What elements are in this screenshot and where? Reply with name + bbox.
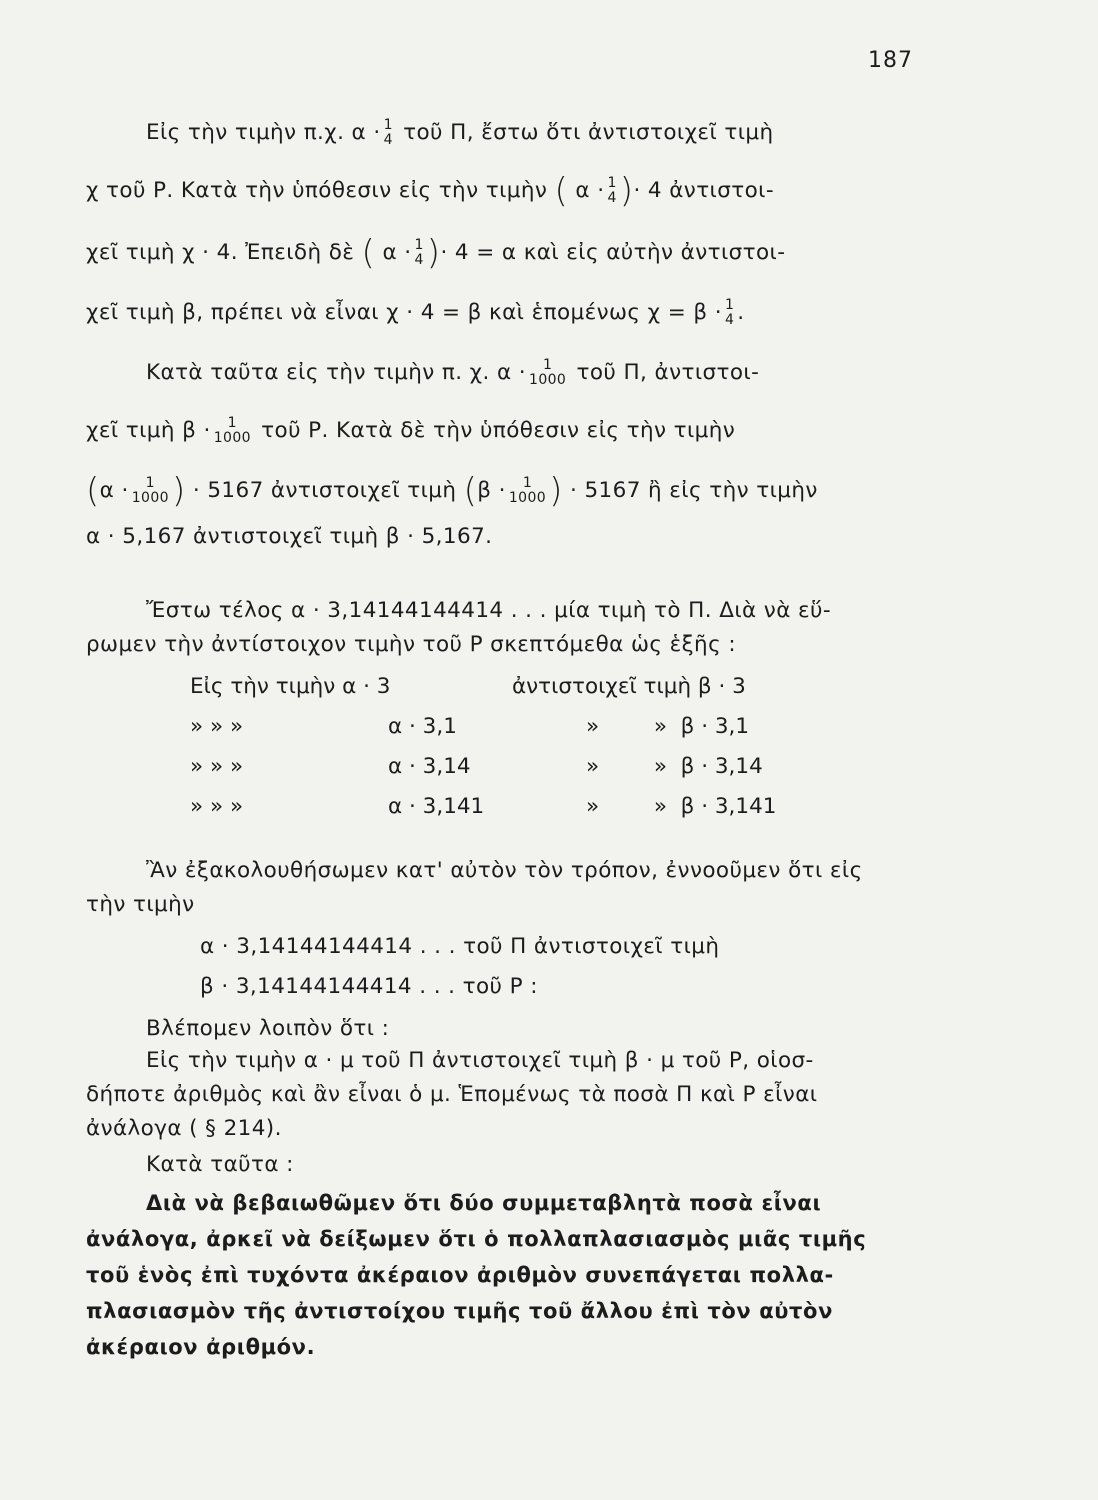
table-cell: Εἰς τὴν τιμὴν α · 3 xyxy=(190,674,391,699)
table-cell: » » β · 3,1 xyxy=(586,714,750,739)
fraction: 1 1000 xyxy=(529,357,567,388)
text-line: δήποτε ἀριθμὸς καὶ ἂν εἶναι ὁ μ. Ἑπομένως τὰ ποσὰ Π καὶ Ρ εἶναι xyxy=(86,1082,818,1107)
theorem-line: πλασιασμὸν τῆς ἀντιστοίχου τιμῆς τοῦ ἄλλου ἐπὶ τὸν αὐτὸν xyxy=(86,1299,833,1323)
text-segment: τοῦ Ρ. Κατὰ δὲ τὴν ὑπόθεσιν εἰς τὴν τιμὴν xyxy=(261,418,736,443)
text-segment: β · xyxy=(477,478,506,503)
text-line xyxy=(146,118,773,148)
text-segment: · 4 ἀντιστοι- xyxy=(633,178,774,203)
table-cell: » » » xyxy=(190,754,244,779)
table-cell: » » » xyxy=(190,794,244,819)
fraction: 1 1000 xyxy=(508,475,547,506)
text-line: β · 3,14144144414 . . . τοῦ Ρ : xyxy=(200,974,538,999)
text-segment: · 5167 ἢ εἰς τὴν τιμὴν xyxy=(570,478,818,503)
fraction: 1 4 xyxy=(607,175,617,206)
table-row xyxy=(190,672,390,702)
table-cell: α · 3,1 xyxy=(388,714,457,739)
table-cell: ἀντιστοιχεῖ τιμὴ β · 3 xyxy=(512,674,746,699)
text-line: τὴν τιμὴν xyxy=(86,892,195,917)
text-segment: χεῖ τιμὴ β · xyxy=(86,418,211,443)
text-segment: · 4 = α καὶ εἰς αὐτὴν ἀντιστοι- xyxy=(440,240,786,265)
text-line: χεῖ τιμὴ χ · 4. Ἐπειδὴ δὲ ( α · 1 4 )· 4 = α καὶ εἰς αὐτὴν ἀντιστοι- xyxy=(86,233,786,273)
table-cell: » » β · 3,14 xyxy=(586,754,763,779)
text-segment: Κατὰ ταῦτα εἰς τὴν τιμὴν π. χ. α · xyxy=(146,360,527,385)
text-line: Βλέπομεν λοιπὸν ὅτι : xyxy=(146,1016,390,1041)
text-segment: Εἰς τὴν τιμὴν π.χ. α · xyxy=(146,120,381,145)
text-segment: τοῦ Π, ἀντιστοι- xyxy=(576,360,760,385)
text-line: χ τοῦ Ρ. Κατὰ τὴν ὑπόθεσιν εἰς τὴν τιμὴν ( α · 1 4 )· 4 ἀντιστοι- xyxy=(86,171,774,211)
text-line: Ἔστω τέλος α · 3,14144144414 . . . μία τιμὴ τὸ Π. Διὰ νὰ εὕ- xyxy=(146,598,832,623)
theorem-line: ἀκέραιον ἀριθμόν. xyxy=(86,1335,316,1359)
fraction: 1 1000 xyxy=(213,415,251,446)
theorem-line: Διὰ νὰ βεβαιωθῶμεν ὅτι δύο συμμεταβλητὰ ποσὰ εἶναι xyxy=(146,1191,822,1215)
fraction: 1 4 xyxy=(383,117,393,148)
text-line: ἀνάλογα ( § 214). xyxy=(86,1116,282,1141)
text-line xyxy=(146,358,759,388)
text-segment: χεῖ τιμὴ χ · 4. Ἐπειδὴ δὲ xyxy=(86,240,355,265)
text-segment: · 5167 ἀντιστοιχεῖ τιμὴ xyxy=(192,478,457,503)
theorem-line: ἀνάλογα, ἀρκεῖ νὰ δείξωμεν ὅτι ὁ πολλαπλασιασμὸς μιᾶς τιμῆς xyxy=(86,1227,867,1251)
table-cell: » » β · 3,141 xyxy=(586,794,777,819)
text-segment: χεῖ τιμὴ β, πρέπει νὰ εἶναι χ · 4 = β καὶ ἑπομένως χ = β · xyxy=(86,300,722,325)
table-cell: » » » xyxy=(190,714,244,739)
text-line: Κατὰ ταῦτα : xyxy=(146,1152,294,1177)
text-segment: α · xyxy=(382,240,412,265)
text-line: ρωμεν τὴν ἀντίστοιχον τιμὴν τοῦ Ρ σκεπτόμεθα ὡς ἑξῆς : xyxy=(86,632,736,657)
text-line: (α · 1 1000 ) · 5167 ἀντιστοιχεῖ τιμὴ (β · 1 1000 ) · 5167 ἢ εἰς τὴν τιμὴν xyxy=(86,471,818,511)
page-number: 187 xyxy=(868,48,913,73)
text-line: Εἰς τὴν τιμὴν α · μ τοῦ Π ἀντιστοιχεῖ τιμὴ β · μ τοῦ Ρ, οἱοσ- xyxy=(146,1048,814,1073)
text-line: Ἂν ἐξακολουθήσωμεν κατ' αὐτὸν τὸν τρόπον, ἐννοοῦμεν ὅτι εἰς xyxy=(146,858,863,883)
text-segment: α · xyxy=(99,478,129,503)
text-line xyxy=(86,416,735,446)
table-cell: α · 3,14 xyxy=(388,754,471,779)
text-segment: τοῦ Π, ἔστω ὅτι ἀντιστοιχεῖ τιμὴ xyxy=(403,120,774,145)
text-segment: α · xyxy=(575,178,605,203)
fraction: 1 4 xyxy=(414,237,424,268)
fraction: 1 4 xyxy=(724,297,735,328)
theorem-line: τοῦ ἑνὸς ἐπὶ τυχόντα ἀκέραιον ἀριθμὸν συνεπάγεται πολλα- xyxy=(86,1263,834,1287)
text-line: χεῖ τιμὴ β, πρέπει νὰ εἶναι χ · 4 = β καὶ ἑπομένως χ = β · 1 4 . xyxy=(86,297,745,328)
table-cell: α · 3,141 xyxy=(388,794,485,819)
fraction: 1 1000 xyxy=(131,475,169,506)
text-line: α · 3,14144144414 . . . τοῦ Π ἀντιστοιχεῖ τιμὴ xyxy=(200,934,720,959)
text-segment: χ τοῦ Ρ. Κατὰ τὴν ὑπόθεσιν εἰς τὴν τιμὴν xyxy=(86,178,548,203)
text-line: α · 5,167 ἀντιστοιχεῖ τιμὴ β · 5,167. xyxy=(86,524,493,549)
